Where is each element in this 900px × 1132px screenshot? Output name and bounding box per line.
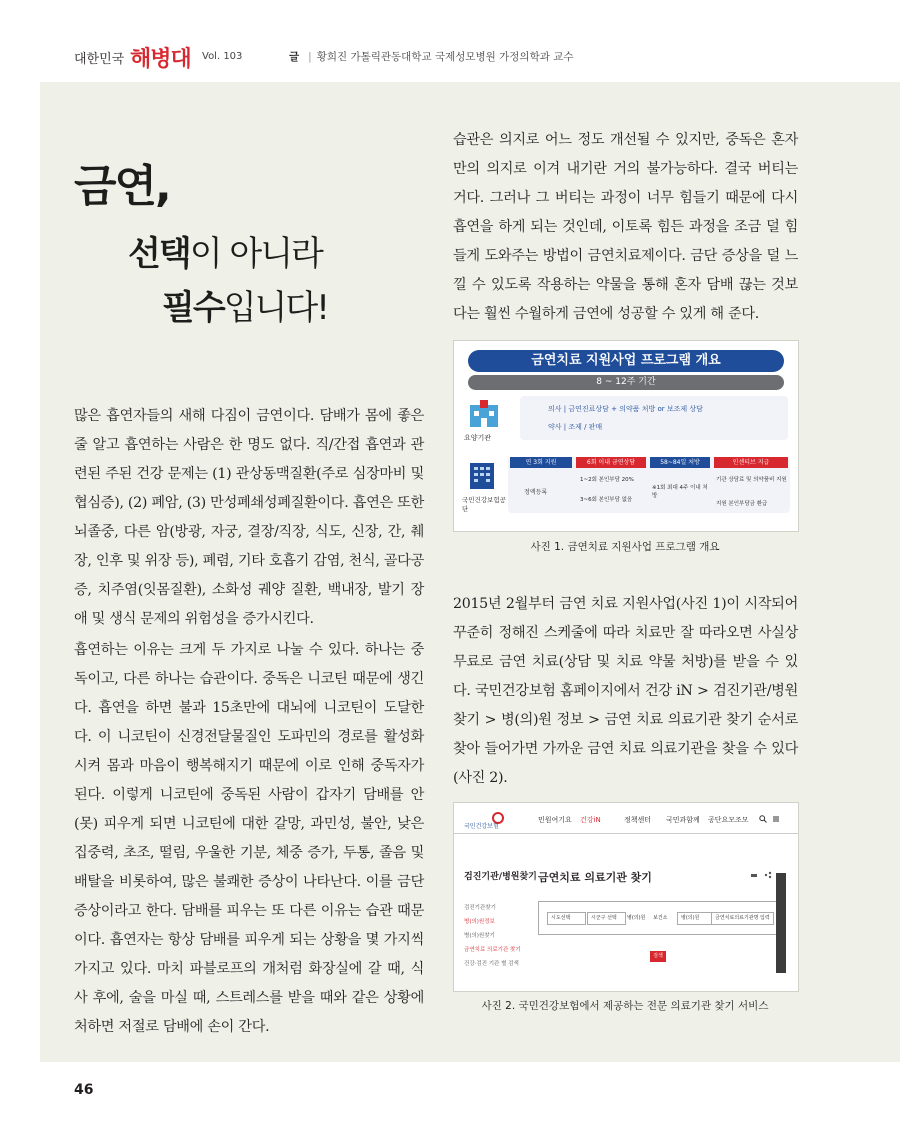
- nav-item[interactable]: 건강iN: [580, 816, 601, 824]
- nav-item[interactable]: 민원여기요: [538, 816, 572, 824]
- building-icon: [464, 461, 500, 491]
- headline-line2: 선택이 아니라: [128, 234, 322, 274]
- figure-caption: 사진 1. 금연치료 지원사업 프로그램 개요: [530, 541, 720, 553]
- headline-line1: 금연,: [74, 161, 170, 212]
- figure-title: 금연치료 지원사업 프로그램 개요: [468, 350, 784, 372]
- logo-text: 국민건강보험: [464, 823, 499, 830]
- figure-caption: 사진 2. 국민건강보험에서 제공하는 전문 의료기관 찾기 서비스: [481, 1000, 769, 1012]
- headline-line3: 필수입니다!: [162, 288, 328, 328]
- copay-note: 1~2회 본인부담 20%: [580, 477, 634, 483]
- sidebar-item[interactable]: 병(의)원찾기: [464, 933, 495, 939]
- byline: 글 | 황희진 가톨릭관동대학교 국제성모병원 가정의학과 교수: [289, 51, 574, 63]
- sidebar-item[interactable]: 병(의)원정보: [464, 919, 495, 925]
- radio-hospital[interactable]: 병(의)원: [627, 915, 646, 921]
- support-chip: 인센티브 지급: [714, 457, 788, 468]
- nav-item[interactable]: 공단요모조모: [708, 816, 749, 824]
- district-select[interactable]: 시군구 선택: [587, 912, 626, 925]
- support-chip: 연 3회 지원: [510, 457, 572, 468]
- volume-label: Vol. 103: [202, 51, 243, 62]
- institution-input[interactable]: 금연치료의료기관명 입력: [711, 912, 774, 925]
- radio-health-center[interactable]: 보건소: [653, 915, 668, 921]
- figure-period: 8 ~ 12주 기간: [468, 375, 784, 390]
- support-chip: 6회 이내 금연상담: [576, 457, 646, 468]
- figure-program-overview: [453, 340, 799, 532]
- menu-icon[interactable]: [772, 815, 780, 823]
- magazine-name: 해병대: [130, 47, 191, 72]
- byline-label: 글: [289, 51, 300, 63]
- search-button[interactable]: 검색: [650, 951, 666, 962]
- search-icon[interactable]: [759, 815, 767, 823]
- row-label: 요양기관: [464, 434, 492, 442]
- figure-search-service: [453, 802, 799, 992]
- nav-item[interactable]: 정책센터: [624, 816, 652, 824]
- share-icon[interactable]: [764, 871, 772, 879]
- incentive-note: 지원 본인부담금 환급: [716, 501, 768, 507]
- nav-divider: [454, 833, 798, 834]
- copay-note: 3~6회 본인부담 없음: [580, 497, 633, 503]
- magazine-prefix: 대한민국: [74, 52, 125, 67]
- sidebar-item[interactable]: 검진기관찾기: [464, 905, 496, 911]
- page-number: 46: [74, 1082, 94, 1098]
- main-title: 금연치료 의료기관 찾기: [538, 871, 652, 884]
- hospital-icon: [466, 399, 502, 429]
- print-icon[interactable]: [750, 871, 758, 879]
- type-select[interactable]: 병(의)원: [677, 912, 712, 925]
- sidebar-item[interactable]: 건강·검진 기관 별 검색: [464, 961, 519, 967]
- sidebar-item-active[interactable]: 금연치료 의료기관 찾기: [464, 947, 521, 953]
- quick-menu-rail: [776, 873, 786, 973]
- page-header: [74, 44, 854, 74]
- prescription-note: ※1회 최대 4주 이내 처방: [652, 485, 708, 499]
- nav-item[interactable]: 국민과함께: [666, 816, 700, 824]
- body-paragraph: 습관은 의지로 어느 정도 개선될 수 있지만, 중독은 혼자만의 의지로 이겨 내기란 거의 불가능하다. 결국 버티는 거다. 그러나 그 버티는 과정이 너무 힘들기 때문에 다시 흡연을 하게 되는 것인데, 이토록 힘든 과정을 조금 덜 힘들게 도와주는 방법이 금연치료제이다. 금단 증상을 덜 느낄 수 있도록 작용하는 약물을 통해 혼자 담배 끊는 것보다는 훨씬 수월하게 금연에 성공할 수 있게 해 준다.: [453, 132, 798, 322]
- row-label: 국민건강보험공단: [462, 496, 506, 513]
- body-paragraph: 흡연하는 이유는 크게 두 가지로 나눌 수 있다. 하나는 중독이고, 다른 하나는 습관이다. 중독은 니코틴 때문에 생긴다. 흡연을 하면 불과 15초만에 대뇌에 니코틴이 도달한다. 이 니코틴이 신경전달물질인 도파민의 경로를 활성화시켜 몸과 마음이 행복해지기 때문에 이로 인해 중독자가 된다. 이렇게 니코틴에 중독된 사람이 갑자기 담배를 안(못) 피우게 되면 니코틴에 대한 갈망, 과민성, 불안, 낮은 집중력, 초조, 떨림, 우울한 기분, 체중 증가, 두통, 졸음 및 배탈을 비롯하여, 많은 불쾌한 증상이 나타난다. 이를 금단증상이라고 한다. 담배를 피우는 또 다른 이유는 습관 때문이다. 흡연자는 항상 담배를 피우게 되는 상황을 몇 가지씩 가지고 있다. 마치 파블로프의 개처럼 화장실에 갈 때, 식사 후에, 술을 마실 때, 스트레스를 받을 때와 같은 상황에 처하면 저절로 담배에 손이 간다.: [74, 642, 424, 1035]
- sidebar-title: 검진기관/병원찾기: [464, 872, 537, 882]
- doctor-row: 의사 | 금연진료상담 + 의약품 처방 or 보조제 상담: [548, 405, 703, 413]
- region-select[interactable]: 시도선택: [547, 912, 586, 925]
- body-paragraph: 많은 흡연자들의 새해 다짐이 금연이다. 담배가 몸에 좋은 줄 알고 흡연하는 사람은 한 명도 없다. 직/간접 흡연과 관련된 주된 건강 문제는 (1) 관상동맥질환(주로 심장마비 및 협심증), (2) 폐암, (3) 만성폐쇄성폐질환이다. 흡연은 또한 뇌졸중, 다른 암(방광, 자궁, 결장/직장, 식도, 신장, 간, 췌장, 인후 및 위장 등), 폐렴, 기타 호흡기 감염, 천식, 골다공증, 치주염(잇몸질환), 소화성 궤양 질환, 백내장, 발기 장애 및 생식 문제의 위험성을 증가시킨다.: [74, 408, 424, 627]
- registration-note: 정액등록: [524, 489, 548, 496]
- provider-box: [520, 396, 788, 440]
- search-panel: [538, 901, 780, 935]
- support-chip: 58~84일 처방: [650, 457, 710, 468]
- body-paragraph: 2015년 2월부터 금연 치료 지원사업(사진 1)이 시작되어 꾸준히 정해진 스케줄에 따라 치료만 잘 따라오면 사실상 무료로 금연 치료(상담 및 치료 약물 처방)를 받을 수 있다. 국민건강보험 홈페이지에서 건강 iN > 검진기관/병원찾기 > 병(의)원 정보 > 금연 치료 의료기관 찾기 순서로 찾아 들어가면 가까운 금연 치료 의료기관을 찾을 수 있다(사진 2).: [453, 596, 798, 786]
- pharmacist-row: 약사 | 조제 / 판매: [548, 423, 603, 431]
- incentive-note: 기관 상담료 및 의약품비 지원: [716, 477, 787, 483]
- byline-author: 황희진 가톨릭관동대학교 국제성모병원 가정의학과 교수: [316, 51, 574, 63]
